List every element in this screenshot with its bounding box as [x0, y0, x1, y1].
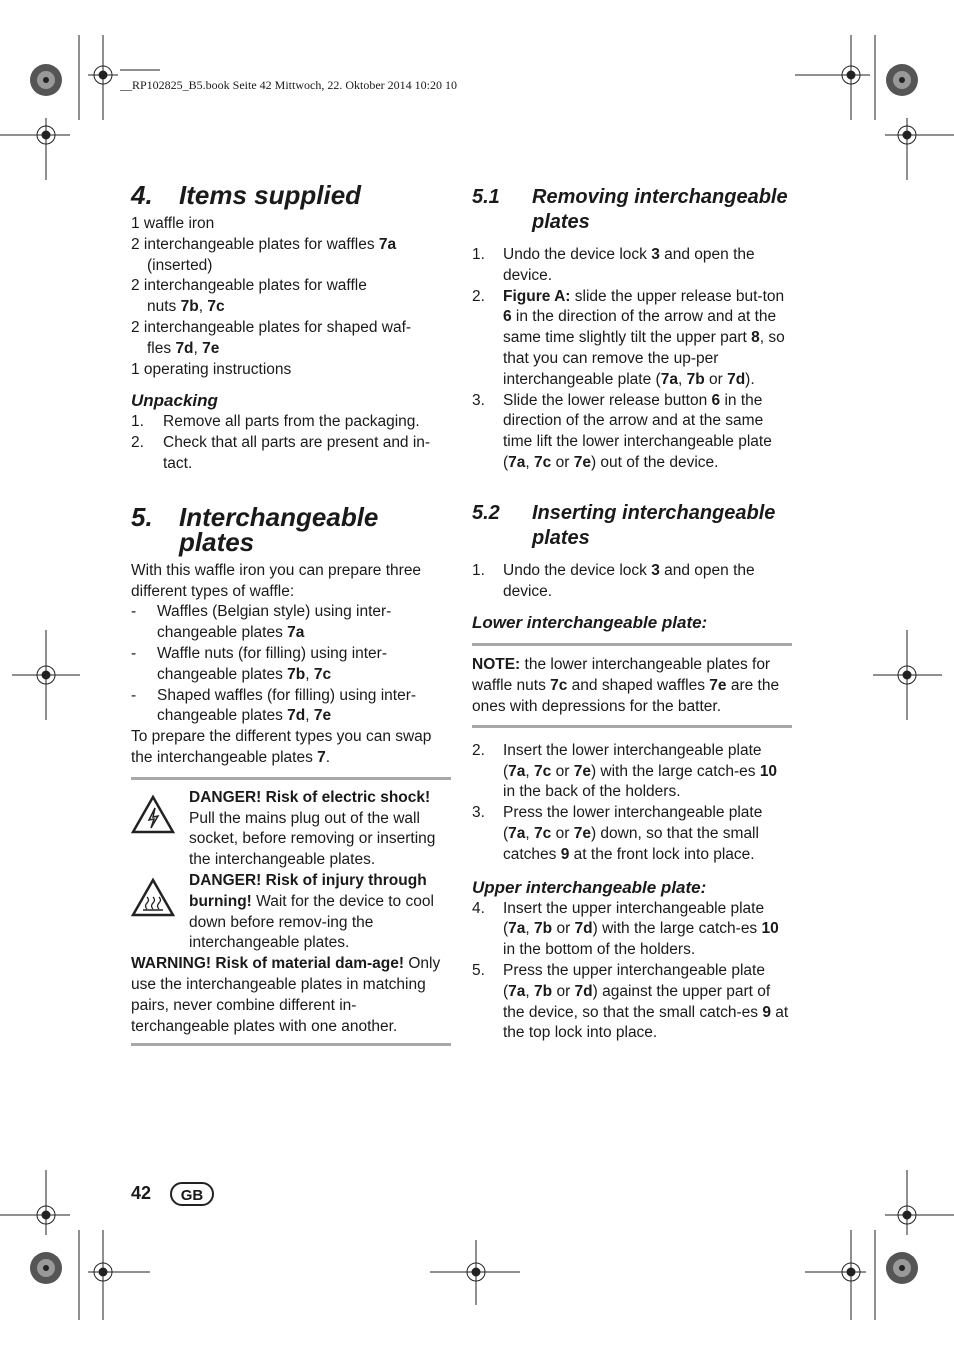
step-item [472, 899, 792, 961]
lower-steps [472, 741, 792, 866]
part-ref: 7e [573, 453, 591, 471]
part-ref: 7 [317, 748, 326, 766]
lower-plate-heading: Lower interchangeable plate: [472, 613, 708, 633]
item-text: nuts [147, 298, 181, 316]
step-number: 3. [472, 391, 485, 409]
step-item [472, 245, 792, 287]
text-run: at the top lock into place. [503, 1003, 789, 1042]
text-run: ). [745, 370, 755, 388]
upper-plate-heading: Upper interchangeable plate: [472, 877, 707, 897]
text-run: Press the upper interchangeable plate ( [503, 961, 765, 1000]
section-title: Items supplied [179, 180, 362, 210]
text-run: or [704, 370, 728, 388]
part-ref: 7e [573, 762, 591, 780]
text-run: ) with the large catch-es [592, 920, 762, 938]
text-run: in the direction of the arrow and at the same time lift the lower interchangeable plate ( [503, 391, 772, 471]
text-run: Slide the lower release button [503, 391, 712, 409]
danger2-title: DANGER! Risk of injury through burning! [189, 871, 427, 910]
step-text [503, 899, 792, 961]
step-item [472, 561, 792, 603]
part-ref: 7b [180, 298, 199, 316]
intro-paragraph: With this waffle iron you can prepare three different types of waffle: [131, 561, 422, 600]
item-text: Waffle nuts (for filling) using inter-changeable plates [157, 644, 388, 683]
text-run: Undo the device lock [503, 246, 652, 263]
part-ref: 10 [761, 920, 779, 938]
supplied-list [131, 214, 451, 380]
text-run: or [552, 982, 575, 1000]
part-ref: 7a [508, 824, 526, 842]
electric-hazard-icon [131, 788, 189, 871]
item-text: 1 waffle iron [131, 215, 215, 232]
section-number: 5. [131, 501, 153, 532]
part-ref: 6 [503, 308, 512, 326]
section-title: Interchangeable plates [179, 501, 379, 557]
swap-end: . [325, 748, 331, 766]
list-item [131, 412, 451, 433]
text-run: , [525, 920, 535, 938]
part-ref: 8 [751, 329, 760, 347]
part-ref: 7d [574, 982, 593, 1000]
upper-steps [472, 899, 792, 1045]
part-ref: 3 [651, 561, 660, 579]
part-ref: 3 [651, 246, 660, 263]
section-number: 4. [131, 180, 153, 210]
item-text: fles [147, 339, 176, 357]
part-ref: 7b [534, 982, 553, 1000]
separator: , [193, 339, 203, 357]
part-ref: NOTE: [472, 656, 521, 674]
text-run: ) against the upper part of the device, so that the small catch-es [503, 982, 771, 1021]
part-ref: 9 [560, 845, 570, 863]
part-ref: 7c [534, 824, 552, 842]
list-item [131, 433, 451, 475]
part-ref: 7a [660, 370, 678, 388]
text-run: Insert the upper interchangeable plate ( [503, 899, 765, 938]
list-item [131, 602, 451, 644]
dash-marker: - [131, 686, 137, 704]
text-run: and shaped waffles [567, 677, 710, 695]
section-5-heading [131, 501, 451, 557]
hot-surface-icon [131, 871, 189, 954]
swap-text: To prepare the different types you can swap the interchangeable plates [131, 728, 432, 766]
step-text [503, 961, 792, 1044]
text-run: ) down, so that the small catches [503, 824, 759, 863]
part-ref: 7a [378, 235, 397, 253]
text-run: , [525, 762, 535, 780]
section-number: 5.1 [472, 186, 500, 208]
item-text: Check that all parts are present and in-tact. [163, 434, 431, 472]
text-run: , [677, 370, 687, 388]
text-run: or [551, 762, 574, 780]
item-text [157, 644, 451, 686]
item-text: Remove all parts from the packaging. [163, 413, 420, 431]
warning-title: WARNING! Risk of material dam-age! [131, 955, 405, 973]
text-run: the lower interchangeable plates for waffle nuts [472, 656, 771, 695]
text-run: or [551, 824, 574, 842]
dash-marker: - [131, 644, 137, 662]
item-text: 1 operating instructions [131, 360, 292, 378]
part-ref: 6 [711, 391, 721, 409]
step-item [472, 961, 792, 1044]
book-header: __RP102825_B5.book Seite 42 Mittwoch, 22. Oktober 2014 10:20 10 [120, 78, 457, 92]
step-number: 2. [472, 287, 485, 305]
danger1-title: DANGER! Risk of electric shock! [189, 788, 431, 806]
item-text: Shaped waffles (for filling) using inter-changeable plates [157, 686, 417, 725]
text-run: , [525, 982, 535, 1000]
step-item [472, 741, 792, 803]
step-item [472, 287, 792, 391]
text-run: Press the lower interchangeable plate ( [503, 804, 763, 842]
item-text: 2 interchangeable plates for waffles [131, 235, 379, 253]
danger2-text: Wait for the device to cool down before remov-ing the interchangeable plates. [189, 892, 434, 952]
separator: , [198, 298, 208, 316]
part-ref: 7b [686, 370, 705, 388]
warning-paragraph [131, 954, 451, 1037]
text-run: , [525, 824, 535, 842]
part-ref: 7c [313, 665, 332, 683]
note-paragraph [472, 655, 792, 717]
step-text [503, 391, 792, 474]
text-run: and open the device. [503, 561, 755, 600]
part-ref: 7a [508, 453, 526, 471]
step-item [472, 391, 792, 474]
item-text: 2 interchangeable plates for shaped waf- [131, 318, 412, 336]
separator: , [305, 707, 314, 725]
removing-steps [472, 245, 792, 474]
step-item [472, 803, 792, 865]
step-text [503, 245, 792, 287]
item-text [157, 602, 451, 644]
supplied-item [131, 276, 451, 318]
divider [472, 725, 792, 728]
left-column [131, 180, 451, 1046]
text-run: ) with the large catch-es [590, 762, 760, 780]
separator: , [305, 665, 314, 683]
part-ref: 7b [287, 665, 306, 683]
part-ref: 7c [534, 762, 552, 780]
part-ref: 7d [287, 707, 306, 725]
text-run: ) out of the device. [590, 453, 719, 471]
list-item [131, 686, 451, 728]
part-ref: 7d [175, 339, 194, 357]
step-number: 5. [472, 961, 485, 979]
part-ref: 7e [709, 677, 727, 695]
divider [131, 1043, 451, 1046]
step-number: 3. [472, 804, 485, 822]
section-5-1-heading [472, 185, 792, 235]
supplied-item [131, 235, 451, 277]
section-number: 5.2 [472, 501, 500, 524]
section-5-2-heading [472, 501, 792, 551]
section-title: Inserting interchangeable plates [532, 501, 776, 549]
text-run: and open the device. [503, 246, 755, 284]
part-ref: Figure A: [503, 287, 571, 305]
text-run: are the ones with depressions for the batter. [472, 677, 780, 715]
text-run: Insert the lower interchangeable plate ( [503, 741, 762, 780]
text-run: slide the upper release but-ton [570, 287, 785, 305]
part-ref: 7e [202, 339, 220, 357]
item-text: 2 interchangeable plates for waffle [131, 277, 367, 295]
inserting-step-1 [472, 561, 792, 603]
list-item [131, 644, 451, 686]
part-ref: 7b [534, 920, 553, 938]
step-text [503, 803, 792, 865]
text-run: at the front lock into place. [569, 845, 755, 863]
dash-marker: - [131, 603, 137, 621]
page-number: 42 [131, 1183, 152, 1203]
step-number: 1. [472, 246, 485, 263]
part-ref: 7e [573, 824, 591, 842]
supplied-item [131, 318, 451, 360]
divider [131, 777, 451, 780]
warning-text: Only use the interchangeable plates in matching pairs, never combine different in-terchangeable plates with one another. [131, 955, 441, 1035]
section-4-heading [131, 180, 451, 210]
text-run: , so that you can remove the up-per interchangeable plate ( [503, 329, 785, 388]
danger-burn [131, 871, 451, 954]
item-text: (inserted) [147, 256, 213, 274]
step-text [503, 561, 792, 603]
item-number: 1. [131, 413, 144, 431]
right-column [472, 185, 792, 1044]
supplied-item [131, 360, 451, 381]
step-text [503, 741, 792, 803]
text-run: or [552, 920, 575, 938]
part-ref: 7a [287, 624, 305, 642]
section-title: Removing interchangeable plates [532, 186, 788, 233]
step-number: 2. [472, 741, 485, 759]
part-ref: 7d [574, 920, 593, 938]
text-run: Undo the device lock [503, 561, 652, 579]
item-text [157, 686, 451, 728]
part-ref: 7c [534, 453, 552, 471]
part-ref: 7a [508, 920, 526, 938]
text-run: in the back of the holders. [503, 783, 681, 801]
part-ref: 7a [508, 762, 526, 780]
text-run: in the direction of the arrow and at the same time slightly tilt the upper part [503, 308, 777, 347]
item-number: 2. [131, 434, 144, 452]
part-ref: 9 [762, 1003, 771, 1021]
step-text [503, 287, 792, 391]
unpacking-list [131, 412, 451, 474]
step-number: 1. [472, 561, 485, 579]
danger1-text: Pull the mains plug out of the wall socket, before removing or inserting the interchangeable plates. [189, 809, 436, 869]
supplied-item [131, 214, 451, 235]
part-ref: 7a [508, 982, 526, 1000]
step-number: 4. [472, 899, 485, 917]
part-ref: 7d [727, 370, 746, 388]
part-ref: 7e [313, 707, 332, 725]
text-run: , [525, 453, 535, 471]
divider [472, 643, 792, 646]
waffle-types-list [131, 602, 451, 727]
swap-paragraph [131, 727, 451, 769]
text-run: in the bottom of the holders. [503, 941, 696, 959]
part-ref: 10 [759, 762, 778, 780]
part-ref: 7c [207, 298, 225, 316]
danger-electric [131, 788, 451, 871]
unpacking-heading: Unpacking [131, 391, 218, 411]
part-ref: 7c [550, 677, 568, 695]
text-run: or [551, 453, 574, 471]
item-text: Waffles (Belgian style) using inter-changeable plates [157, 603, 392, 642]
language-badge: GB [170, 1182, 214, 1206]
